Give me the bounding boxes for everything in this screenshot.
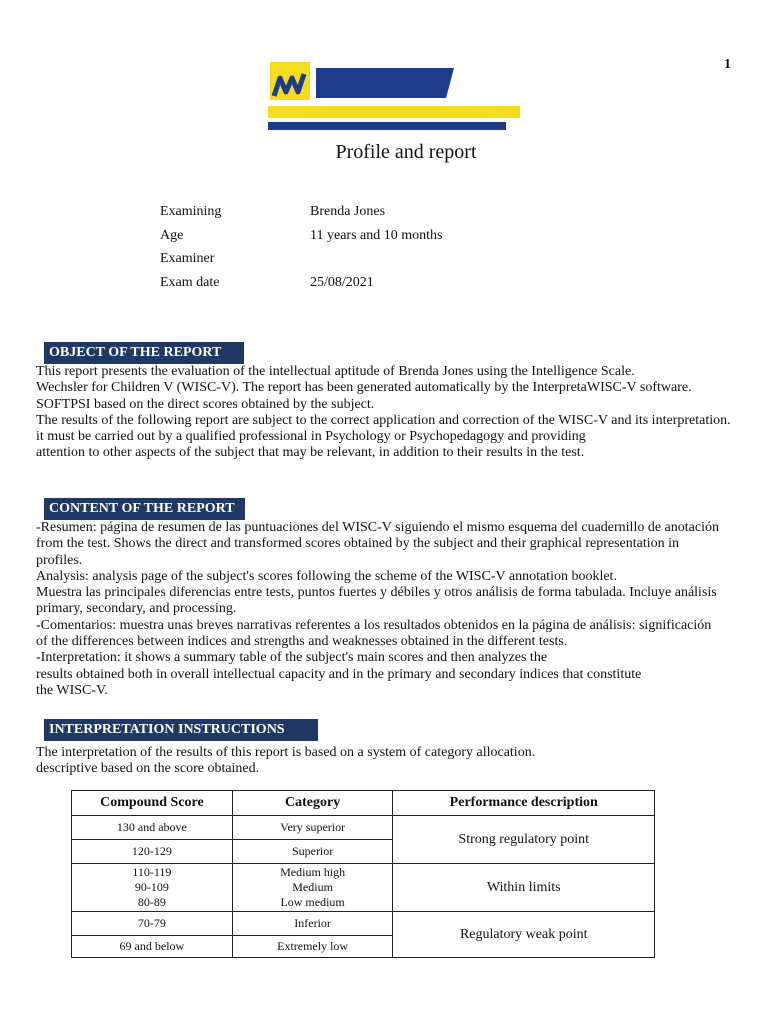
paragraph-line: profiles.: [36, 552, 83, 568]
info-value: 11 years and 10 months: [310, 227, 443, 243]
score-value: 80-89: [137, 895, 166, 909]
instructions-paragraph: [36, 745, 736, 778]
column-header: Category: [232, 791, 393, 816]
info-label: Exam date: [160, 274, 220, 290]
content-paragraph: [36, 520, 736, 699]
table-row: [72, 816, 655, 840]
section-heading-content: CONTENT OF THE REPORT: [44, 498, 245, 520]
info-value: Brenda Jones: [310, 204, 386, 219]
category-cell: Superior: [232, 840, 393, 864]
paragraph-line: from the test. Shows the direct and transformed scores obtained by the subject and their graphical representation in: [36, 536, 680, 552]
info-row-exam-date: [160, 271, 442, 295]
table-header-row: [72, 791, 655, 816]
paragraph-line: descriptive based on the score obtained.: [36, 761, 260, 777]
paragraph-line: -Comentarios: muestra unas breves narrativas referentes a los resultados obtenidos en la página de análisis: significación: [36, 617, 712, 633]
paragraph-line: -Interpretation: it shows a summary table of the subject's main scores and then analyzes the: [36, 650, 548, 666]
description-cell: Strong regulatory point: [393, 816, 655, 864]
object-paragraph: [36, 364, 736, 462]
section-heading-instructions: INTERPRETATION INSTRUCTIONS: [44, 719, 318, 741]
category-table: [71, 790, 655, 958]
score-cell: 120-129: [72, 840, 233, 864]
description-cell: Regulatory weak point: [393, 912, 655, 958]
paragraph-line: SOFTPSI based on the direct scores obtained by the subject.: [36, 396, 375, 412]
paragraph-line: of the differences between indices and strengths and weaknesses obtained in the different tests.: [36, 634, 568, 650]
paragraph-line: Muestra las principales diferencias entre tests, puntos fuertes y débiles y otros análisis de forma tabulada. Incluye análisis: [36, 585, 717, 601]
category-cell: Extremely low: [232, 936, 393, 958]
report-title: Profile and report: [335, 141, 477, 163]
paragraph-line: -Resumen: página de resumen de las puntuaciones del WISC-V siguiendo el mismo esquema del cuadernillo de anotación: [36, 520, 719, 535]
info-row-examining: [160, 200, 442, 224]
page-number: 1: [724, 57, 731, 72]
paragraph-line: The results of the following report are subject to the correct application and correction of the WISC-V and its interpretation.: [36, 412, 731, 428]
category-cell: Inferior: [232, 912, 393, 936]
score-cell: 70-79: [72, 912, 233, 936]
company-logo: [268, 62, 524, 132]
category-value: Low medium: [280, 895, 345, 909]
score-cell: 69 and below: [72, 936, 233, 958]
paragraph-line: Analysis: analysis page of the subject's scores following the scheme of the WISC-V annotation booklet.: [36, 568, 617, 584]
paragraph-line: primary, secondary, and processing.: [36, 601, 237, 617]
table-row: [72, 912, 655, 936]
info-label: Examining: [160, 204, 222, 219]
info-value: 25/08/2021: [310, 274, 374, 290]
info-row-age: [160, 224, 442, 248]
paragraph-line: This report presents the evaluation of the intellectual aptitude of Brenda Jones using the Intelligence Scale.: [36, 364, 635, 379]
score-cell: [72, 864, 233, 912]
paragraph-line: results obtained both in overall intellectual capacity and in the primary and secondary indices that constitute: [36, 666, 642, 682]
info-row-examiner: [160, 247, 442, 271]
category-value: Medium: [292, 880, 333, 894]
column-header: Compound Score: [72, 791, 233, 816]
paragraph-line: Wechsler for Children V (WISC-V). The report has been generated automatically by the InterpretaWISC-V software.: [36, 380, 692, 396]
score-value: 110-119: [132, 865, 172, 879]
info-label: Examiner: [160, 251, 215, 267]
category-cell: [232, 864, 393, 912]
table-row: [72, 864, 655, 912]
score-value: 90-109: [134, 880, 169, 894]
paragraph-line: attention to other aspects of the subject that may be relevant, in addition to their results in the test.: [36, 445, 585, 461]
section-heading-object: OBJECT OF THE REPORT: [44, 342, 244, 364]
column-header: Performance description: [393, 791, 655, 816]
info-label: Age: [160, 227, 184, 243]
score-cell: 130 and above: [72, 816, 233, 840]
paragraph-line: The interpretation of the results of this report is based on a system of category allocation.: [36, 745, 536, 760]
category-value: Medium high: [280, 865, 346, 879]
paragraph-line: it must be carried out by a qualified professional in Psychology or Psychopedagogy and providing: [36, 429, 586, 445]
description-cell: Within limits: [393, 864, 655, 912]
paragraph-line: the WISC-V.: [36, 682, 108, 698]
category-cell: Very superior: [232, 816, 393, 840]
subject-info: [160, 200, 442, 294]
